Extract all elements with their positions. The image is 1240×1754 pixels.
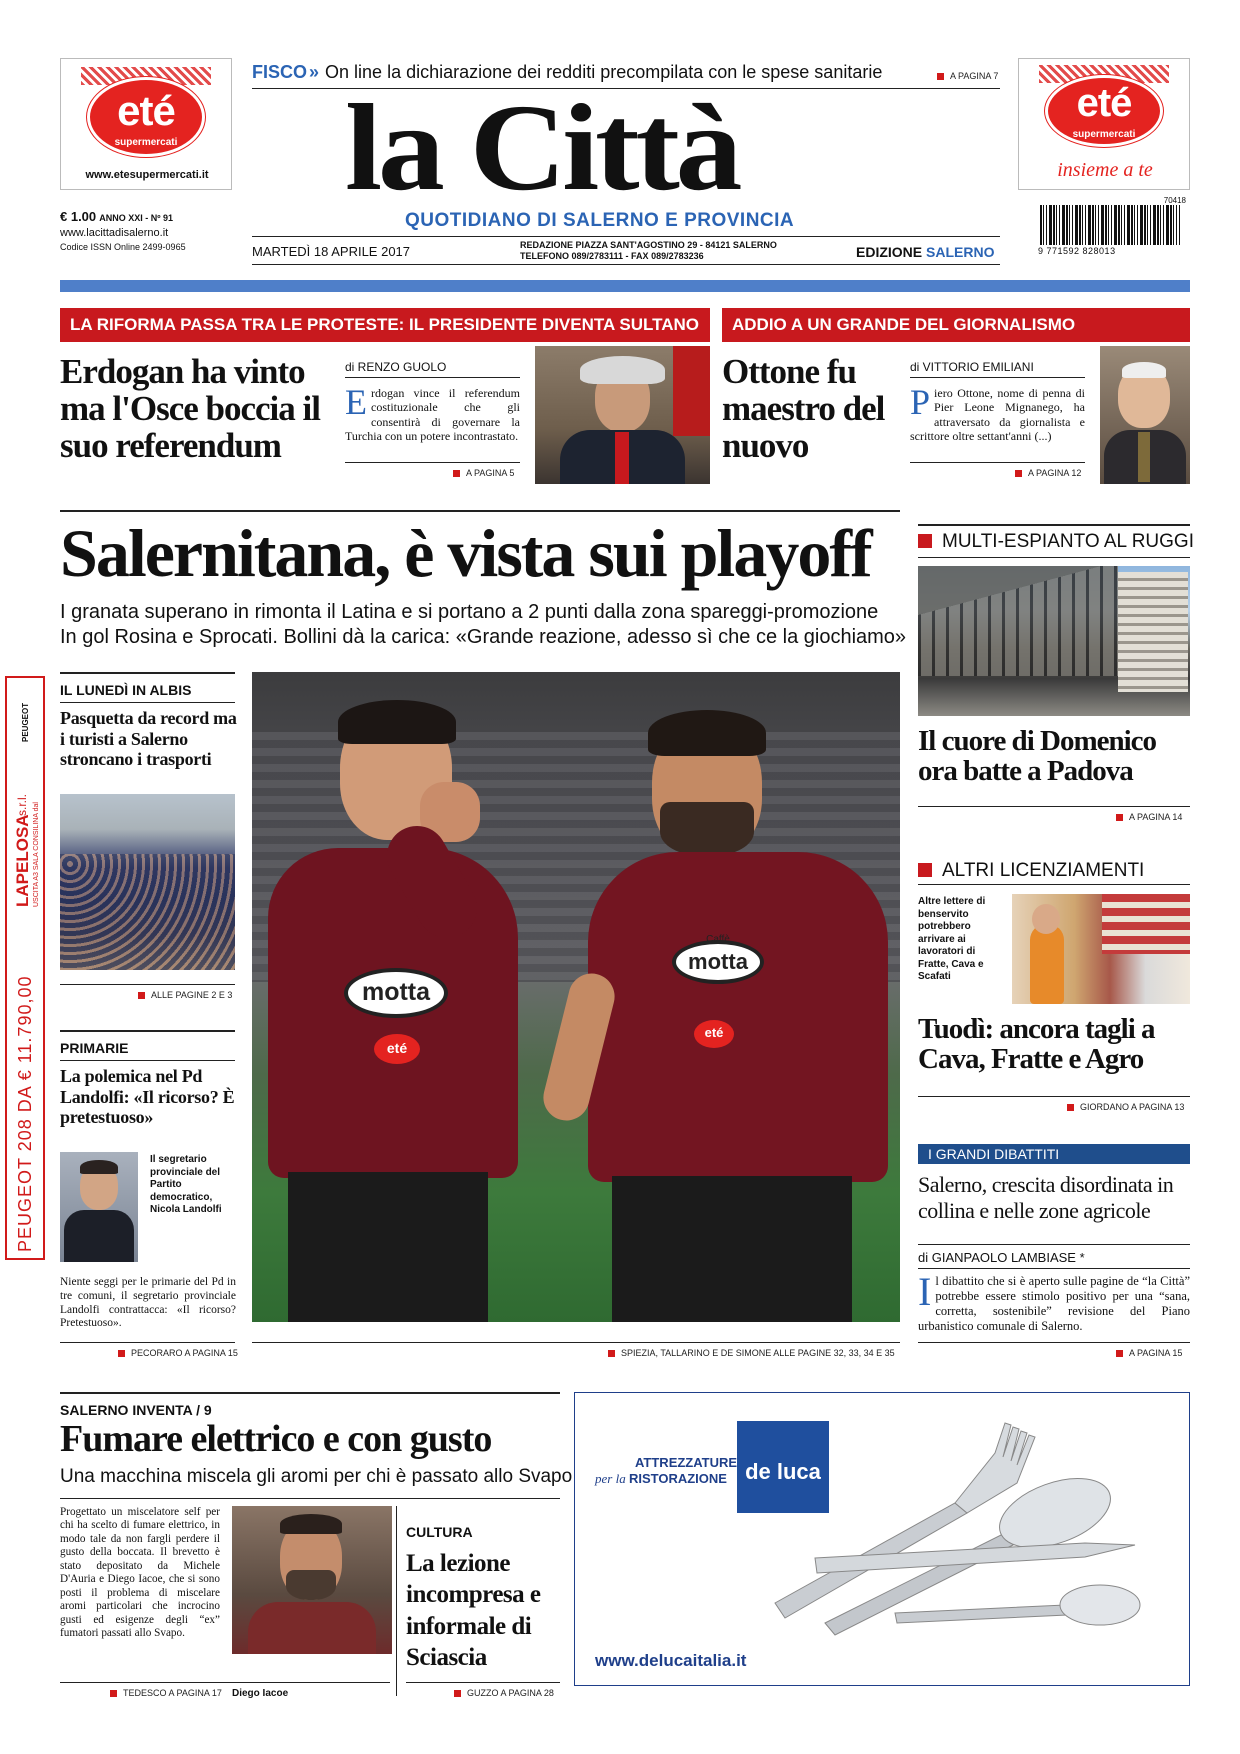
website[interactable]: www.lacittadisalerno.it (60, 226, 169, 239)
licenziamenti-caption: Altre lettere di benservito potrebbero arrivare ai lavoratori di Fratte, Cava e Scafati (918, 896, 986, 982)
player-right-beard (660, 802, 754, 856)
ad-deluca[interactable] (574, 1392, 1190, 1686)
cultura-headline[interactable]: La lezione incompresa e informale di Sciascia (406, 1550, 541, 1671)
ottone-byline: di VITTORIO EMILIANI (910, 360, 1034, 374)
dibattiti-body (918, 1269, 1190, 1334)
topline-text: On line la dichiarazione dei redditi precompilata con le spese sanitarie (325, 62, 883, 82)
iacoe-beard (286, 1570, 336, 1600)
erdogan-headline[interactable]: Erdogan ha vinto ma l'Osce boccia il suo referendum (60, 352, 320, 465)
ottone-headline[interactable]: Ottone fu maestro del nuovo (722, 352, 885, 465)
erdogan-hair (580, 356, 665, 384)
iacoe-shirt (248, 1602, 376, 1654)
redazione (520, 240, 777, 263)
ottone-hair (1122, 362, 1166, 378)
ruggi-headline[interactable]: Il cuore di Domenico ora batte a Padova (918, 725, 1157, 788)
licenziamenti-section-rule (918, 884, 1190, 885)
primarie-headline[interactable]: La polemica nel Pd Landolfi: «Il ricorso? È pretestuoso» (60, 1066, 235, 1128)
ete-brand: eté (117, 87, 175, 134)
ottone-ref[interactable]: A PAGINA 12 (1015, 468, 1081, 478)
barcode (1036, 196, 1190, 258)
ete-sub: supermercati (1072, 129, 1136, 140)
cashier-figure (1030, 924, 1064, 1004)
ad-ete-left[interactable] (60, 58, 232, 190)
licenziamenti-bottom-rule (918, 1096, 1190, 1097)
erdogan-bottom-rule (345, 462, 520, 463)
ete-brand: eté (1076, 81, 1132, 125)
ruggi-section: MULTI-ESPIANTO AL RUGGI (918, 531, 1194, 553)
primarie-top-rule (60, 1030, 235, 1032)
cashier-head (1032, 904, 1060, 934)
svapo-kicker: SALERNO INVENTA / 9 (60, 1402, 212, 1418)
pasquetta-kicker-rule (60, 702, 235, 703)
barcode-bottom-digits: 9 771592 828013 (1038, 246, 1116, 256)
ete-sub: supermercati (114, 137, 178, 148)
player-left-hair (338, 700, 456, 744)
svapo-ref[interactable]: TEDESCO A PAGINA 17 (110, 1688, 222, 1698)
player-right-hair (648, 710, 766, 756)
ottone-body-text: iero Ottone, nome di penna di Pier Leone Mignanego, ha attraversato da giornalista e scrittore oltre settant'anni (...) (910, 386, 1085, 444)
erdogan-photo (535, 346, 710, 484)
player-left-shorts (288, 1172, 488, 1322)
erdogan-body-text: rdogan vince il referendum costituzionale che gli consentirà di governare la Turchia con un potere incontrastato. (345, 386, 520, 444)
dibattiti-section: I GRANDI DIBATTITI (918, 1144, 1190, 1164)
landolfi-jacket (64, 1210, 134, 1262)
topline-ref[interactable]: A PAGINA 7 (937, 71, 998, 81)
player-right-shirt (588, 852, 888, 1182)
ete-slogan: insieme a te (1057, 159, 1153, 181)
barcode-top-digits: 70418 (1163, 196, 1186, 205)
side-ad-small: USCITA A3 SALA CONSILINA dal (33, 802, 40, 907)
ottone-bottom-rule (910, 462, 1085, 463)
price-block (60, 208, 186, 253)
landolfi-hair (80, 1160, 118, 1174)
ete-url[interactable]: www.etesupermercati.it (85, 169, 209, 181)
side-ad-inner (7, 678, 45, 1260)
lead-deck-line2: In gol Rosina e Sprocati. Bollini dà la carica: «Grande reazione, adesso sì che ce la giochiamo» (60, 626, 907, 648)
masthead-title: la Città (345, 79, 739, 216)
dateline-bottom-rule (252, 264, 1000, 265)
erdogan-bar: LA RIFORMA PASSA TRA LE PROTESTE: IL PRESIDENTE DIVENTA SULTANO (60, 308, 710, 342)
lead-photo-rule (252, 1342, 900, 1343)
svapo-headline[interactable]: Fumare elettrico e con gusto (60, 1418, 492, 1460)
ruggi-tower (1118, 572, 1188, 692)
price: € 1.00 (60, 209, 97, 224)
shelf (1102, 894, 1190, 954)
deluca-line2-text: RISTORAZIONE (628, 1471, 727, 1486)
dibattiti-ref[interactable]: A PAGINA 15 (1116, 1348, 1182, 1358)
landolfi-photo (60, 1152, 138, 1262)
licenziamenti-photo (1012, 894, 1190, 1004)
dibattiti-bottom-rule (918, 1342, 1190, 1343)
erdogan-ref[interactable]: A PAGINA 5 (453, 468, 514, 478)
ruggi-ref[interactable]: A PAGINA 14 (1116, 812, 1182, 822)
primarie-kicker: PRIMARIE (60, 1040, 129, 1056)
lead-deck (60, 600, 910, 650)
pasquetta-headline[interactable]: Pasquetta da record ma i turisti a Salerno stroncano i trasporti (60, 708, 237, 770)
side-ad-company: LAPELOSA (13, 814, 32, 907)
ete-patch-right-text: eté (704, 1025, 724, 1040)
lead-top-rule (60, 510, 900, 512)
issn: Codice ISSN Online 2499-0965 (60, 241, 186, 252)
edition (856, 244, 994, 260)
sponsor-right-text: motta (688, 949, 748, 974)
licenziamenti-section: ALTRI LICENZIAMENTI (918, 860, 1144, 882)
side-ad-brand: PEUGEOT (21, 702, 30, 742)
svapo-bottom-rule (60, 1682, 390, 1683)
crowd-texture (60, 854, 235, 970)
date: MARTEDÌ 18 APRILE 2017 (252, 244, 411, 259)
primarie-bottom-rule (60, 1342, 235, 1343)
lead-ref[interactable]: SPIEZIA, TALLARINO E DE SIMONE ALLE PAGINE 32, 33, 34 E 35 (608, 1348, 895, 1358)
edition-label: EDIZIONE (856, 244, 923, 260)
ad-ete-right[interactable] (1018, 58, 1190, 190)
primarie-kicker-rule (60, 1060, 235, 1061)
pasquetta-top-rule (60, 672, 235, 674)
sponsor-left-text: motta (361, 978, 431, 1006)
ottone-dropcap: P (910, 382, 931, 422)
primarie-caption: Il segretario provinciale del Partito democratico, Nicola Landolfi (150, 1154, 222, 1215)
player-right-shorts (612, 1176, 852, 1322)
pasquetta-kicker: IL LUNEDÌ IN ALBIS (60, 682, 192, 698)
ete-patch-left-text: eté (386, 1040, 408, 1056)
pasquetta-photo (60, 794, 235, 970)
licenziamenti-headline[interactable]: Tuodì: ancora tagli a Cava, Fratte e Agro (918, 1013, 1155, 1076)
topline-arrows-icon: » (309, 62, 320, 82)
side-ad-rotated (7, 678, 45, 1260)
barcode-bars (1040, 205, 1180, 245)
dibattiti-body-text: l dibattito che si è aperto sulle pagine de “la Città” potrebbe essere stimolo positivo per una “sana, corretta, sostenibile” revisione del Piano urbanistico comunale di Salerno. (918, 1274, 1190, 1333)
svapo-deck-rule (60, 1498, 560, 1499)
ottone-byline-rule (910, 377, 1085, 378)
primarie-ref[interactable]: PECORARO A PAGINA 15 (118, 1348, 238, 1358)
deluca-line2-prefix: per la (595, 1471, 626, 1486)
dibattiti-byline: di GIANPAOLO LAMBIASE * (918, 1250, 1085, 1265)
bottom-top-rule (60, 1392, 560, 1394)
pasquetta-ref[interactable]: ALLE PAGINE 2 E 3 (138, 990, 232, 1000)
ruggi-section-rule (918, 557, 1190, 558)
deluca-url[interactable]: www.delucaitalia.it (595, 1651, 747, 1670)
svapo-body: Progettato un miscelatore self per chi ha scelto di fumare elettrico, in modo tale da non fargli perdere il gusto della boccata. Il brevetto è stato depositato da Michele D'Auria e Diego Iacoe, che si sono posti il problema di miscelare aromi particolari che incrocino gusti ed esigenze degli “ex” fumatori passati allo Svapo. (60, 1506, 220, 1639)
cutlery-illustration (755, 1413, 1175, 1643)
issue: ANNO XXI - Nº 91 (99, 213, 174, 223)
side-ad-lapelosa[interactable] (5, 676, 45, 1260)
svapo-deck: Una macchina miscela gli aromi per chi è passato allo Svapo (60, 1466, 573, 1487)
ruggi-photo (918, 566, 1190, 716)
lead-headline[interactable]: Salernitana, è vista sui playoff (60, 515, 871, 591)
cultura-bottom-rule (406, 1682, 560, 1683)
dibattiti-byline-rule (918, 1268, 1190, 1269)
deluca-line2 (595, 1471, 727, 1487)
lead-photo (252, 672, 900, 1322)
cultura-ref[interactable]: GUZZO A PAGINA 28 (454, 1688, 554, 1698)
topline-kicker: FISCO (252, 62, 308, 82)
teaspoon-icon (895, 1585, 1140, 1625)
ottone-bar: ADDIO A UN GRANDE DEL GIORNALISMO (722, 308, 1190, 342)
sponsor-right-top: Caffè (706, 934, 730, 945)
ruggi-building (918, 566, 1118, 676)
cultura-kicker: CULTURA (406, 1524, 473, 1540)
masthead-subtitle: QUOTIDIANO DI SALERNO E PROVINCIA (405, 210, 795, 231)
masthead-blue-rule (60, 280, 1190, 292)
erdogan-byline: di RENZO GUOLO (345, 360, 447, 374)
side-ad-suffix: s.r.l. (15, 793, 29, 816)
licenziamenti-ref[interactable]: GIORDANO A PAGINA 13 (1067, 1102, 1184, 1112)
svapo-caption: Diego Iacoe (232, 1688, 289, 1699)
deluca-line1: ATTREZZATURE (635, 1455, 738, 1470)
ottone-body (910, 382, 1085, 444)
ruggi-bottom-rule (918, 806, 1190, 807)
cultura-divider (396, 1506, 397, 1696)
ottone-photo (1100, 346, 1190, 484)
ottone-tie (1138, 432, 1150, 482)
dibattiti-dropcap: I (918, 1269, 932, 1314)
erdogan-tie (615, 432, 629, 484)
iacoe-photo (232, 1506, 392, 1654)
pasquetta-bottom-rule (60, 984, 235, 985)
dateline-top-rule (252, 236, 1000, 237)
redazione-line2: TELEFONO 089/2783111 - FAX 089/2783236 (520, 251, 704, 262)
lead-deck-line1: I granata superano in rimonta il Latina e si portano a 2 punti dalla zona spareggi-promozione (60, 601, 879, 623)
erdogan-body (345, 382, 520, 444)
erdogan-byline-rule (345, 377, 520, 378)
dibattiti-headline[interactable]: Salerno, crescita disordinata in collina e nelle zone agricole (918, 1172, 1174, 1224)
erdogan-flag (673, 346, 710, 436)
redazione-line1: REDAZIONE PIAZZA SANT'AGOSTINO 29 - 84121 SALERNO (520, 240, 777, 250)
deluca-brand: de luca (737, 1421, 829, 1513)
primarie-body: Niente seggi per le primarie del Pd in tre comuni, il segretario provinciale Landolfi contrattacca: «Il ricorso? Pretestuoso». (60, 1276, 236, 1330)
ruggi-top-rule (918, 524, 1190, 526)
edition-city: SALERNO (926, 244, 995, 260)
dibattiti-rule (918, 1244, 1190, 1245)
erdogan-dropcap: E (345, 382, 367, 422)
iacoe-hair (280, 1514, 342, 1534)
side-ad-offer: PEUGEOT 208 DA € 11.790,00 (15, 975, 35, 1252)
